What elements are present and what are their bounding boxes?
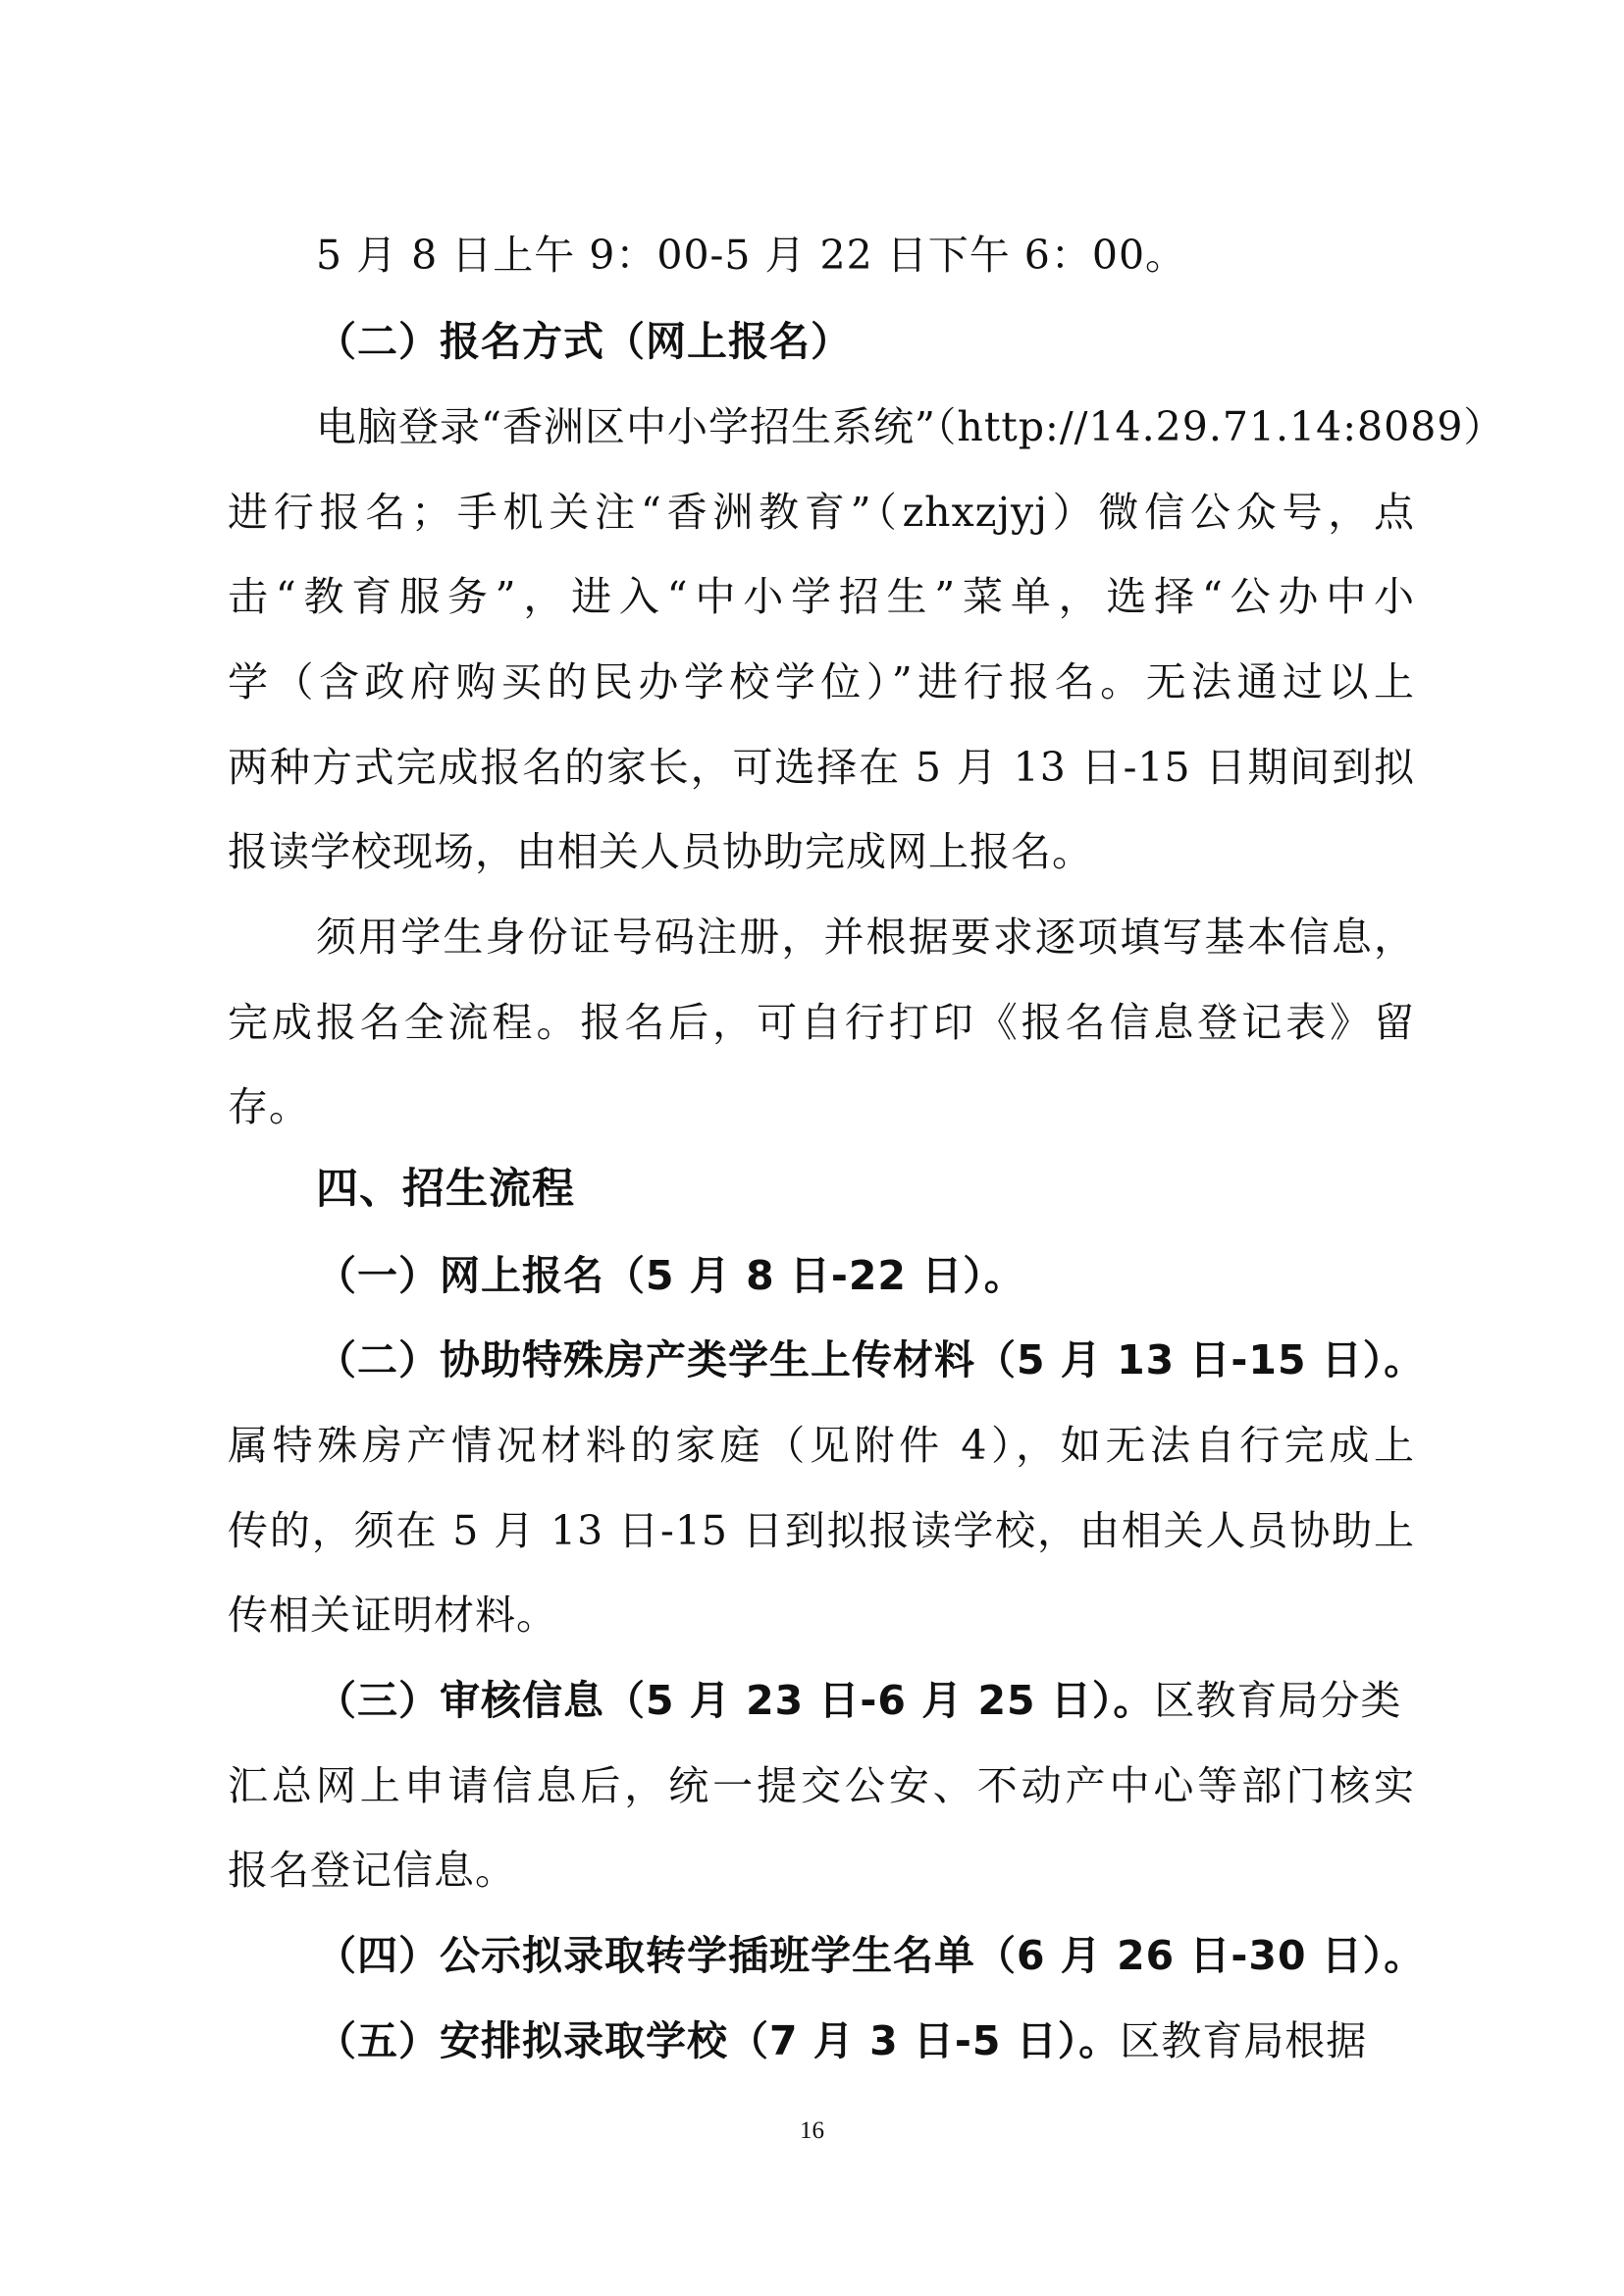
- text-line: 完成报名全流程。报名后，可自行打印《报名信息登记表》留: [228, 999, 1415, 1046]
- page-number: 16: [800, 2117, 824, 2144]
- subheading: （一）网上报名（5 月 8 日-22 日）。: [316, 1252, 1025, 1299]
- text-line: 属特殊房产情况材料的家庭（见附件 4），如无法自行完成上: [228, 1422, 1415, 1469]
- text-line: 汇总网上申请信息后，统一提交公安、不动产中心等部门核实: [228, 1762, 1415, 1809]
- text-line: 电脑登录“香洲区中小学招生系统”（http://14.29.71.14:8089）: [316, 403, 1505, 450]
- text-span: 区教育局根据: [1120, 2017, 1368, 2064]
- text-line: 存。: [228, 1083, 310, 1130]
- subheading: （二）报名方式（网上报名）: [316, 318, 852, 365]
- mixed-line: [316, 2011, 1415, 2070]
- subheading: （四）公示拟录取转学插班学生名单（6 月 26 日-30 日）。: [316, 1932, 1426, 1979]
- subheading: （二）协助特殊房产类学生上传材料（5 月 13 日-15 日）。: [316, 1336, 1426, 1383]
- text-span: 区教育局分类: [1154, 1677, 1402, 1724]
- text-line: 传相关证明材料。: [228, 1592, 557, 1639]
- text-line: 两种方式完成报名的家长，可选择在 5 月 13 日-15 日期间到拟: [228, 744, 1415, 791]
- mixed-line: [316, 1671, 1415, 1730]
- text-line: 报名登记信息。: [228, 1847, 516, 1894]
- text-line: 击“教育服务”，进入“中小学招生”菜单，选择“公办中小: [228, 573, 1415, 620]
- text-line: 报读学校现场，由相关人员协助完成网上报名。: [228, 828, 1093, 875]
- text-line: 5 月 8 日上午 9：00-5 月 22 日下午 6：00。: [316, 232, 1187, 279]
- section-heading: 四、招生流程: [316, 1165, 575, 1214]
- text-line: 学（含政府购买的民办学校学位）”进行报名。无法通过以上: [228, 658, 1415, 705]
- subheading: （三）审核信息（5 月 23 日-6 月 25 日）。: [316, 1677, 1155, 1724]
- subheading: （五）安排拟录取学校（7 月 3 日-5 日）。: [316, 2017, 1121, 2064]
- text-line: 须用学生身份证号码注册，并根据要求逐项填写基本信息，: [316, 913, 1415, 961]
- text-line: 传的，须在 5 月 13 日-15 日到拟报读学校，由相关人员协助上: [228, 1507, 1415, 1554]
- text-line: 进行报名；手机关注“香洲教育”（zhxzjyj）微信公众号，点: [228, 489, 1415, 536]
